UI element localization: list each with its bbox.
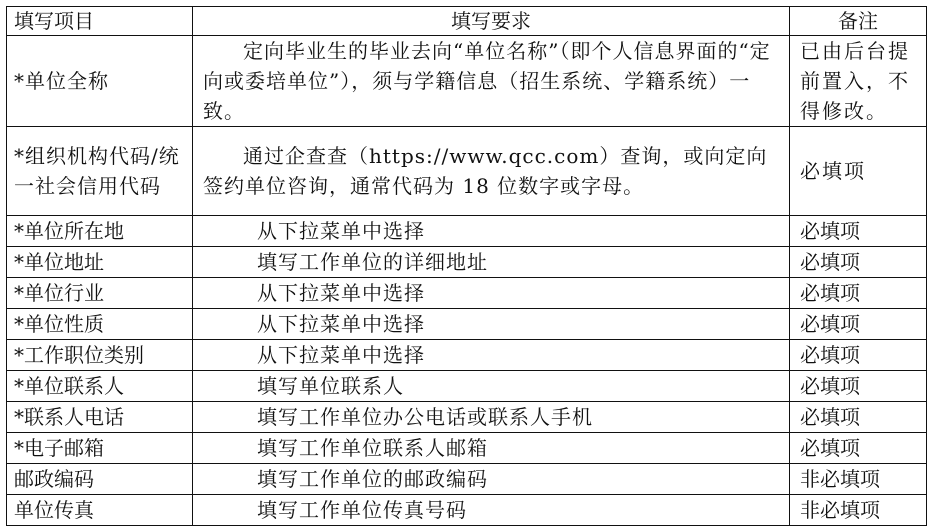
header-row — [7, 7, 927, 36]
table-row — [7, 36, 927, 127]
row-item: *单位联系人 — [7, 371, 193, 402]
item-text: *组织机构代码/统一社会信用代码 — [14, 144, 180, 198]
row-requirement — [193, 278, 790, 309]
row-requirement — [193, 36, 790, 127]
row-note — [790, 36, 927, 127]
item-text: *单位全称 — [14, 69, 109, 93]
row-requirement — [193, 127, 790, 216]
row-item: *单位行业 — [7, 278, 193, 309]
row-note: 必填项 — [790, 247, 927, 278]
row-requirement — [193, 247, 790, 278]
row-item: *工作职位类别 — [7, 340, 193, 371]
table-row — [7, 433, 927, 464]
table-row — [7, 278, 927, 309]
table-row — [7, 216, 927, 247]
row-note: 必填项 — [790, 278, 927, 309]
row-note: 必填项 — [790, 340, 927, 371]
requirement-text: 填写工作单位的邮政编码 — [257, 467, 488, 491]
requirement-text: 填写工作单位办公电话或联系人手机 — [257, 405, 593, 429]
header-note: 备注 — [790, 7, 927, 36]
row-item: 邮政编码 — [7, 464, 193, 495]
requirement-text: 从下拉菜单中选择 — [257, 312, 425, 336]
row-item — [7, 36, 193, 127]
header-item: 填写项目 — [7, 7, 193, 36]
row-requirement — [193, 495, 790, 526]
row-note — [790, 127, 927, 216]
row-note: 必填项 — [790, 371, 927, 402]
table-row — [7, 495, 927, 526]
table-row — [7, 464, 927, 495]
table-body — [7, 36, 927, 526]
requirement-text: 从下拉菜单中选择 — [257, 219, 425, 243]
row-requirement — [193, 402, 790, 433]
table-row — [7, 402, 927, 433]
row-requirement — [193, 340, 790, 371]
note-text: 必填项 — [800, 159, 866, 183]
table-header — [7, 7, 927, 36]
row-note: 非必填项 — [790, 495, 927, 526]
row-note: 必填项 — [790, 216, 927, 247]
document-table-wrapper — [6, 6, 926, 526]
row-note: 必填项 — [790, 433, 927, 464]
row-item: *单位地址 — [7, 247, 193, 278]
row-item: *联系人电话 — [7, 402, 193, 433]
row-item: *单位性质 — [7, 309, 193, 340]
row-requirement — [193, 216, 790, 247]
table-row — [7, 309, 927, 340]
requirement-text: 填写工作单位联系人邮箱 — [257, 436, 488, 460]
requirement-text: 通过企查查（https://www.qcc.com）查询，或向定向签约单位咨询，通常代码为 18 位数字或字母。 — [203, 144, 768, 198]
header-requirement: 填写要求 — [193, 7, 790, 36]
row-requirement — [193, 433, 790, 464]
row-item: *单位所在地 — [7, 216, 193, 247]
row-item: 单位传真 — [7, 495, 193, 526]
requirement-text: 填写工作单位的详细地址 — [257, 250, 488, 274]
requirement-text: 从下拉菜单中选择 — [257, 281, 425, 305]
row-requirement — [193, 371, 790, 402]
requirement-text: 填写单位联系人 — [257, 374, 404, 398]
fill-requirements-table — [6, 6, 927, 526]
row-note: 必填项 — [790, 309, 927, 340]
row-item — [7, 127, 193, 216]
row-note: 非必填项 — [790, 464, 927, 495]
row-requirement — [193, 309, 790, 340]
table-row — [7, 247, 927, 278]
row-note: 必填项 — [790, 402, 927, 433]
row-item: *电子邮箱 — [7, 433, 193, 464]
requirement-text: 填写工作单位传真号码 — [257, 498, 467, 522]
note-text: 已由后台提前置入，不得修改。 — [800, 39, 910, 123]
row-requirement — [193, 464, 790, 495]
requirement-text: 定向毕业生的毕业去向“单位名称”（即个人信息界面的“定向或委培单位”），须与学籍信息（招生系统、学籍系统）一致。 — [203, 39, 771, 123]
table-row — [7, 371, 927, 402]
requirement-text: 从下拉菜单中选择 — [257, 343, 425, 367]
table-row — [7, 340, 927, 371]
table-row — [7, 127, 927, 216]
